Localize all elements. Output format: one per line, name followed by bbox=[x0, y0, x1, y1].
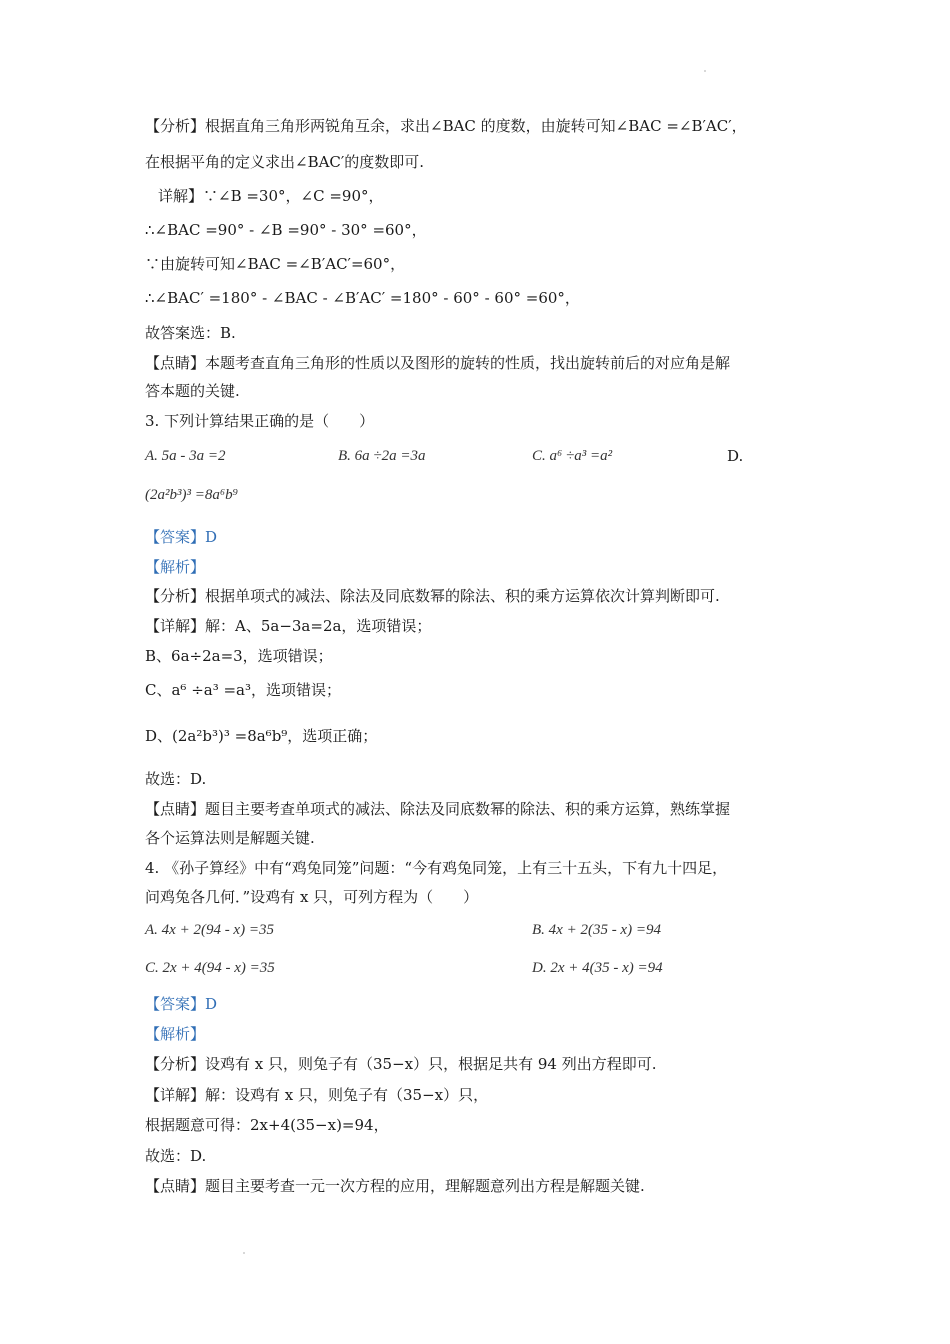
comment-line-2: 答本题的关键. bbox=[145, 382, 240, 400]
detail-line-1: 详解】∵∠B =30°，∠C =90°， bbox=[158, 187, 384, 205]
question-4b: 问鸡兔各几何．”设鸡有 x 只，可列方程为（ ） bbox=[145, 888, 479, 906]
comment-3b: 各个运算法则是解题关键. bbox=[145, 829, 315, 847]
analysis-label-4: 【解析】 bbox=[145, 1025, 206, 1043]
option-4b: B. 4x + 2(35 - x) =94 bbox=[532, 922, 661, 938]
detail-line-3: ∵由旋转可知∠BAC =∠B′AC′=60°， bbox=[145, 255, 406, 273]
detail-3d: D、(2a²b³)³ =8a⁶b⁹，选项正确； bbox=[145, 727, 378, 745]
equation-4: 根据题意可得：2x+4(35−x)=94， bbox=[145, 1116, 389, 1134]
detail-line-2: ∴∠BAC =90° - ∠B =90° - 30° =60°， bbox=[145, 221, 427, 239]
comment-4: 【点睛】题目主要考查一元一次方程的应用，理解题意列出方程是解题关键. bbox=[145, 1177, 645, 1195]
option-3d-label: D. bbox=[727, 447, 744, 465]
option-3a: A. 5a - 3a =2 bbox=[145, 448, 226, 464]
option-4a: A. 4x + 2(94 - x) =35 bbox=[145, 922, 274, 938]
detail-line-4: ∴∠BAC′ =180° - ∠BAC - ∠B′AC′ =180° - 60° - 60° =60°， bbox=[145, 289, 580, 307]
answer-3: 【答案】D bbox=[145, 528, 218, 546]
analysis-line-1: 【分析】根据直角三角形两锐角互余，求出∠BAC 的度数，由旋转可知∠BAC =∠B′AC′， bbox=[145, 117, 747, 135]
option-3c: C. a⁶ ÷a³ =a² bbox=[532, 448, 613, 464]
analysis-4: 【分析】设鸡有 x 只，则兔子有（35−x）只，根据足共有 94 列出方程即可. bbox=[145, 1055, 657, 1073]
result-4: 故选：D. bbox=[145, 1147, 207, 1165]
detail-3c: C、a⁶ ÷a³ =a³，选项错误； bbox=[145, 681, 342, 699]
scan-dot bbox=[243, 1252, 245, 1254]
analysis-3: 【分析】根据单项式的减法、除法及同底数幂的除法、积的乘方运算依次计算判断即可. bbox=[145, 587, 720, 605]
question-3: 3. 下列计算结果正确的是（ ） bbox=[145, 412, 375, 430]
analysis-line-2: 在根据平角的定义求出∠BAC′的度数即可. bbox=[145, 153, 425, 171]
detail-3a: 【详解】解：A、5a−3a=2a，选项错误； bbox=[145, 617, 432, 635]
answer-4: 【答案】D bbox=[145, 995, 218, 1013]
detail-4: 【详解】解：设鸡有 x 只，则兔子有（35−x）只， bbox=[145, 1086, 489, 1104]
comment-line-1: 【点睛】本题考查直角三角形的性质以及图形的旋转的性质，找出旋转前后的对应角是解 bbox=[145, 354, 731, 372]
result-3: 故选：D. bbox=[145, 770, 207, 788]
analysis-label-3: 【解析】 bbox=[145, 558, 206, 576]
option-4d: D. 2x + 4(35 - x) =94 bbox=[532, 960, 663, 976]
scan-dot bbox=[704, 70, 706, 72]
option-4c: C. 2x + 4(94 - x) =35 bbox=[145, 960, 275, 976]
option-3b: B. 6a ÷2a =3a bbox=[338, 448, 426, 464]
answer-line: 故答案选：B. bbox=[145, 324, 236, 342]
detail-3b: B、6a÷2a=3，选项错误； bbox=[145, 647, 333, 665]
comment-3a: 【点睛】题目主要考查单项式的减法、除法及同底数幂的除法、积的乘方运算，熟练掌握 bbox=[145, 800, 731, 818]
option-3d: (2a²b³)³ =8a⁶b⁹ bbox=[145, 487, 238, 503]
question-4a: 4. 《孙子算经》中有“鸡兔同笼”问题：“今有鸡兔同笼，上有三十五头，下有九十四足， bbox=[145, 859, 728, 877]
